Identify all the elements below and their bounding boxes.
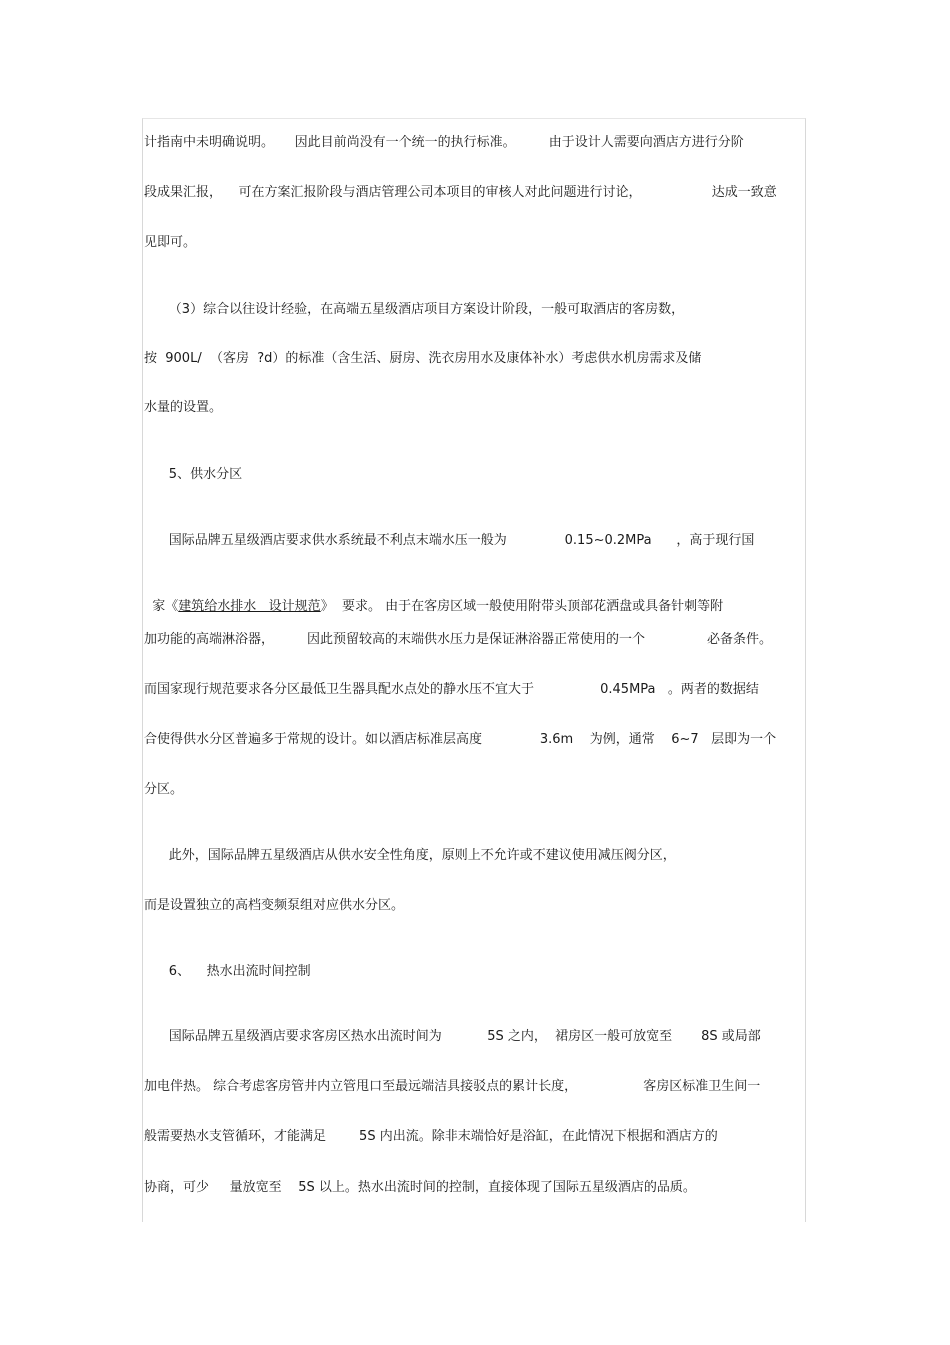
text-line: 协商，可少 量放宽至 5S 以上。热水出流时间的控制，直接体现了国际五星级酒店的品质。 (144, 1180, 696, 1195)
text-segment: 家《 (152, 599, 179, 614)
text-line: 此外，国际品牌五星级酒店从供水安全性角度，原则上不允许或不建议使用减压阀分区， (144, 848, 676, 863)
text-line: 见即可。 (144, 235, 197, 250)
text-line: 水量的设置。 (144, 400, 223, 415)
text-line: 般需要热水支管循环，才能满足 5S 内出流。除非末端恰好是浴缸，在此情况下根据和酒店方的 (144, 1129, 718, 1144)
text-line: 计指南中未明确说明。 因此目前尚没有一个统一的执行标准。 由于设计人需要向酒店方进行分阶 (144, 135, 744, 150)
page-frame (142, 118, 806, 1222)
text-segment: 》 要求。 由于在客房区域一般使用附带头顶部花洒盘或具备针刺等附 (320, 599, 724, 614)
text-line: 而是设置独立的高档变频泵组对应供水分区。 (144, 898, 405, 913)
section-heading-hot-water-time: 6、 热水出流时间控制 (144, 964, 311, 979)
text-line: 加电伴热。 综合考虑客房管井内立管甩口至最远端洁具接驳点的累计长度， 客房区标准卫生间一 (144, 1079, 761, 1094)
text-line: 国际品牌五星级酒店要求供水系统最不利点末端水压一般为 0.15~0.2MPa ，高于现行国 (144, 533, 755, 548)
section-heading-water-supply-zoning: 5、供水分区 (144, 467, 243, 482)
text-line: 加功能的高端淋浴器， 因此预留较高的末端供水压力是保证淋浴器正常使用的一个 必备条件。 (144, 632, 773, 647)
text-line-with-link (144, 583, 723, 615)
code-reference-link[interactable]: 建筑给水排水 设计规范 (178, 599, 321, 614)
text-line: 段成果汇报， 可在方案汇报阶段与酒店管理公司本项目的审核人对此问题进行讨论， 达成一致意 (144, 185, 777, 200)
text-line: 按 900L/ （客房 ?d）的标准（含生活、厨房、洗衣房用水及康体补水）考虑供水机房需求及储 (144, 351, 702, 366)
paragraph-item-3: （3）综合以往设计经验，在高端五星级酒店项目方案设计阶段，一般可取酒店的客房数， (144, 302, 685, 317)
text-line: 国际品牌五星级酒店要求客房区热水出流时间为 5S 之内， 裙房区一般可放宽至 8S 或局部 (144, 1029, 761, 1044)
text-line: 分区。 (144, 782, 184, 797)
text-line: 而国家现行规范要求各分区最低卫生器具配水点处的静水压不宜大于 0.45MPa 。两者的数据结 (144, 682, 759, 697)
text-line: 合使得供水分区普遍多于常规的设计。如以酒店标准层高度 3.6m 为例，通常 6~7 层即为一个 (144, 732, 777, 747)
